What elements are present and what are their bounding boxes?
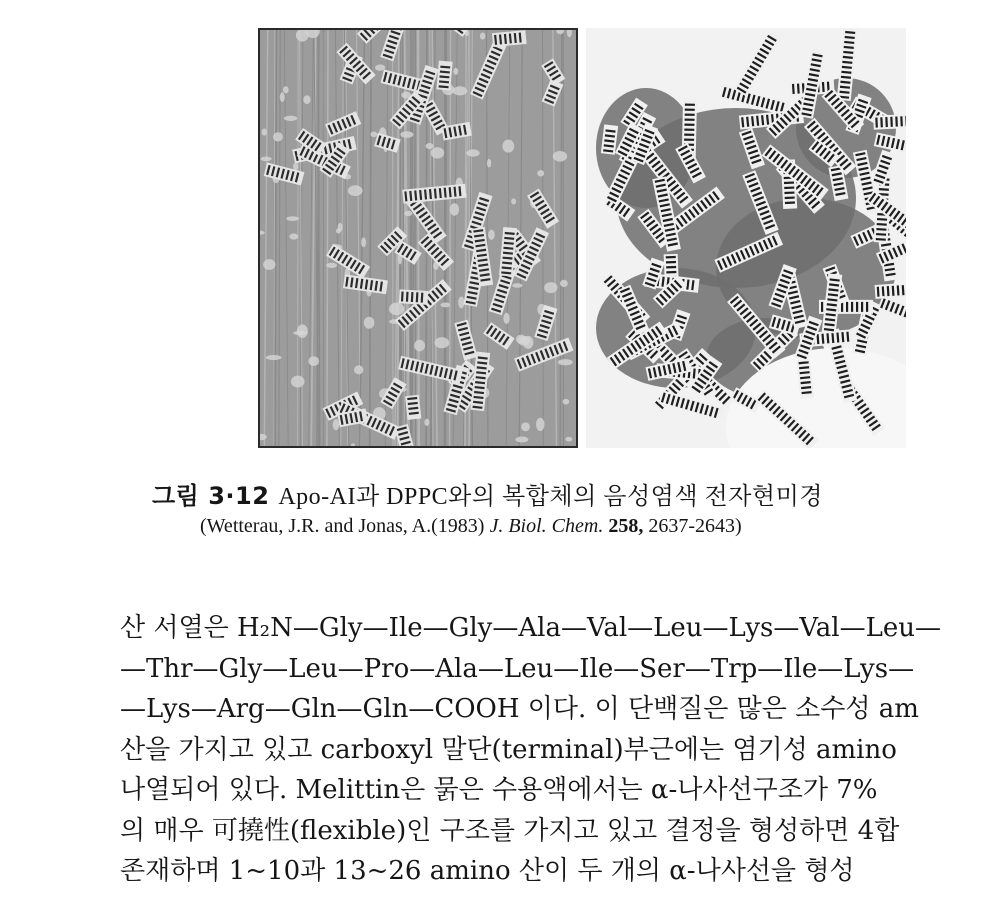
citation-pages: 2637-2643) xyxy=(648,515,742,537)
body-line: 의 매우 可撓性(flexible)인 구조를 가지고 있고 결정을 형성하면 4합 xyxy=(120,815,900,846)
body-line: 나열되어 있다. Melittin은 묽은 수용액에서는 α-나사선구조가 7% xyxy=(120,775,878,805)
figure-citation xyxy=(200,515,987,538)
figure-title: Apo-AI과 DPPC와의 복합체의 음성염색 전자현미경 xyxy=(278,484,823,510)
micrograph-left-image xyxy=(258,28,578,448)
citation-authors: (Wetterau, J.R. and Jonas, A.(1983) xyxy=(200,515,485,537)
body-line: 존재하며 1~10과 13~26 amino 산이 두 개의 α-나사선을 형성 xyxy=(120,856,855,886)
figure-label: 그림 3·12 xyxy=(152,482,270,510)
body-line: 산 서열은 H₂N—Gly—Ile—Gly—Ala—Val—Leu—Lys—Val—Leu— xyxy=(120,613,941,643)
body-line: 산을 가지고 있고 carboxyl 말단(terminal)부근에는 염기성 amino xyxy=(120,734,897,765)
body-line: —Thr—Gly—Leu—Pro—Ala—Leu—Ile—Ser—Trp—Ile—Lys— xyxy=(120,653,915,684)
body-line: —Lys—Arg—Gln—Gln—COOH 이다. 이 단백질은 많은 소수성 am xyxy=(120,694,919,724)
citation-journal: J. Biol. Chem. xyxy=(489,515,604,537)
body-paragraph xyxy=(120,608,987,892)
citation-volume: 258, xyxy=(608,515,644,537)
figure-caption-title xyxy=(152,476,987,511)
micrograph-right-image xyxy=(586,28,906,448)
